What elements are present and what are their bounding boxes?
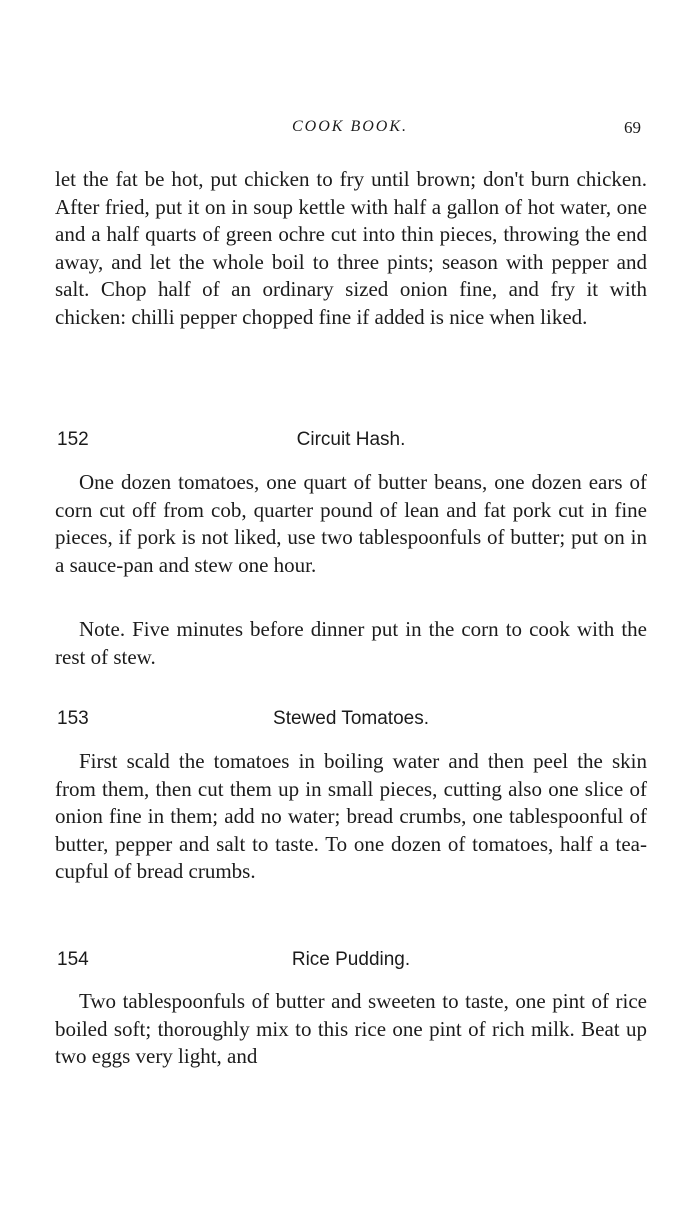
recipe-number: 153 (57, 708, 89, 729)
page-number: 69 (624, 118, 641, 137)
continuation-paragraph: let the fat be hot, put chicken to fry until brown; don't burn chicken. After fried, put it on in soup kettle with half a gallon of hot water, one and a half quarts of green ochre cut into thin pieces, throwing the end away, and let the whole boil to three pints; season with pepper and salt. Chop half of an ordinary sized onion fine, and fry it with chicken: chilli pepper chopped fine if added is nice when liked. (55, 167, 647, 329)
recipe-title: Circuit Hash. (296, 429, 406, 450)
recipe-number: 154 (57, 949, 89, 970)
recipe-note: Note. Five minutes before dinner put in the corn to cook with the rest of stew. (55, 617, 647, 669)
recipe-paragraph: First scald the tomatoes in boiling water and then peel the skin from them, then cut them up in small pieces, cutting also one slice of onion fine in them; add no water; bread crumbs, one tablespoonful of butter, pepper and salt to taste. To one dozen of tomatoes, half a tea-cupful of bread crumbs. (55, 749, 647, 883)
recipe-heading (55, 949, 647, 977)
recipe-paragraph: Two tablespoonfuls of butter and sweeten to taste, one pint of rice boiled soft; thoroughly mix to this rice one pint of rich milk. Beat up two eggs very light, and (55, 989, 647, 1068)
recipe-title: Stewed Tomatoes. (273, 708, 429, 729)
running-head (0, 118, 700, 142)
recipe-paragraph: One dozen tomatoes, one quart of butter beans, one dozen ears of corn cut off from cob, quarter pound of lean and fat pork cut in fine pieces, if pork is not liked, use two tablespoonfuls of butter; put on in a sauce-pan and stew one hour. (55, 470, 647, 577)
recipe-heading (55, 708, 647, 736)
recipe-title: Rice Pudding. (291, 949, 411, 970)
recipe-number: 152 (57, 429, 89, 450)
running-title: COOK BOOK. (292, 118, 409, 135)
recipe-heading (55, 429, 647, 457)
